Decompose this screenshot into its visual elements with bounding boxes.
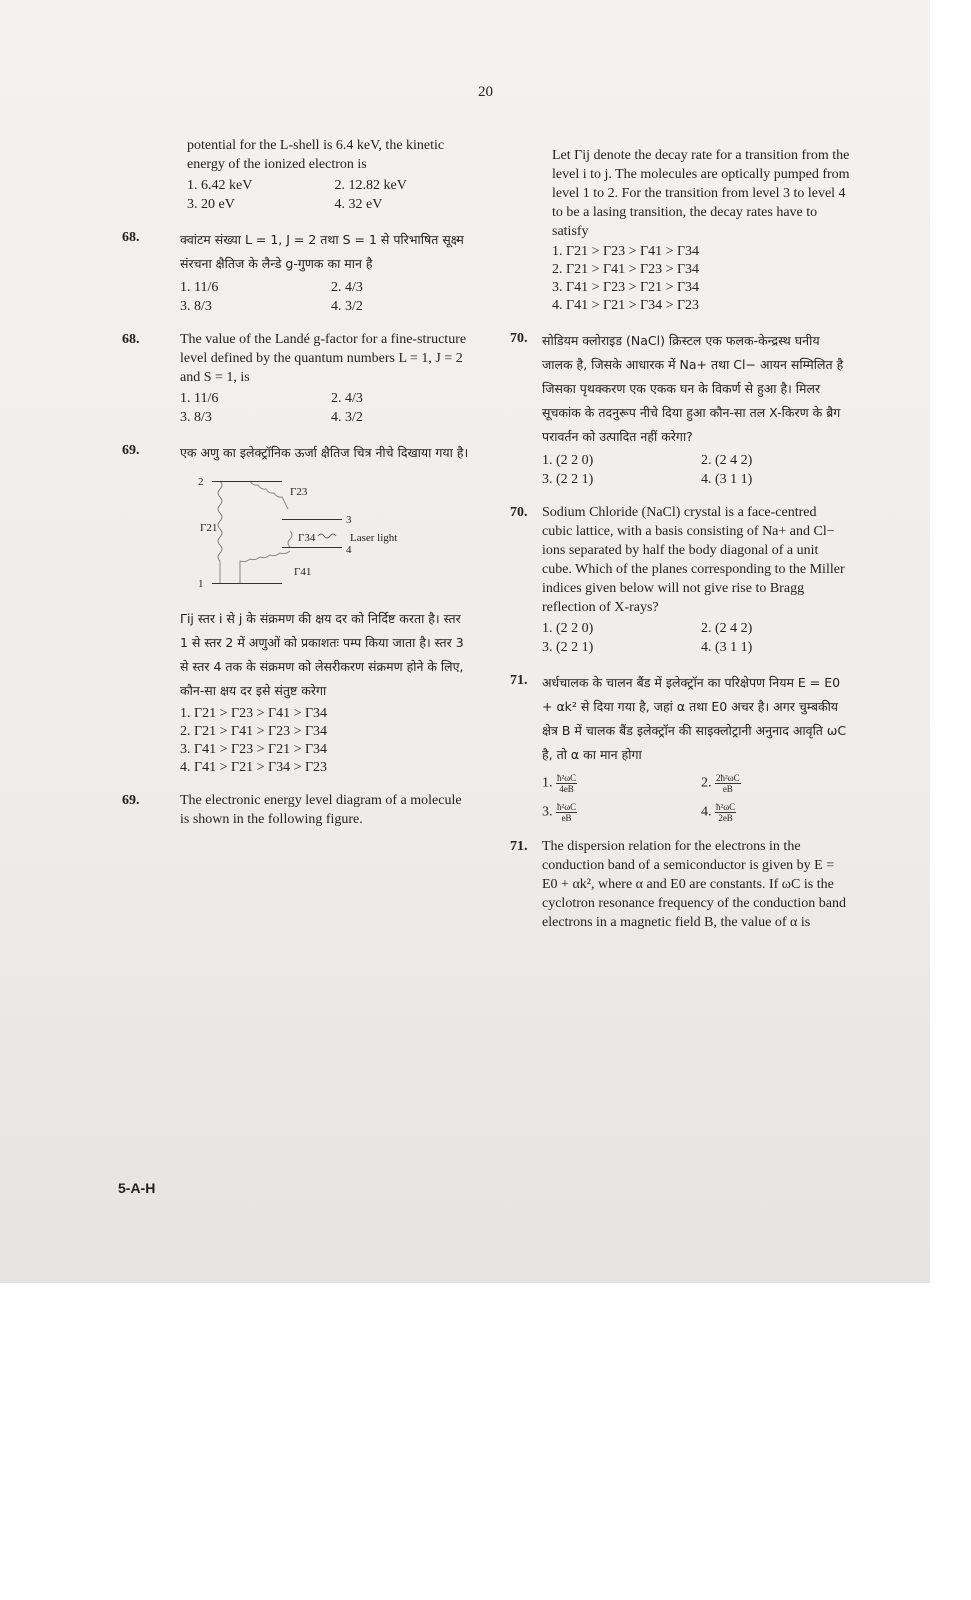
fraction: $\frac{\text{ħ²ωC}}{eB}$ <box>557 802 577 823</box>
question-70-english <box>510 503 850 657</box>
option-4: 4. 3/2 <box>331 410 363 425</box>
option-2: 2. Γ21 > Γ41 > Γ23 > Γ34 <box>180 724 328 739</box>
gamma-21-label: Γ21 <box>200 522 218 534</box>
page-number: 20 <box>478 84 493 100</box>
option-4: 4. $\frac{\text{ħ²ωC}}{2eB}$ <box>701 802 736 823</box>
question-text: सोडियम क्लोराइड (NaCl) क्रिस्टल एक फलक-केन्द्रस्थ घनीय जालक है, जिसके आधारक में Na+ तथा Cl− आयन सम्मिलित है जिसका पृथक्करण एक एकक घन के विकर्ण से हुआ है। मिलर सूचकांक के तदनुरूप नीचे दिया हुआ कौन-सा तल X-किरण के ब्रैग परावर्तन को उत्पादित नहीं करेगा? <box>542 333 844 444</box>
options <box>542 451 850 489</box>
question-text: Let Γij denote the decay rate for a transition from the level i to j. The molecules are optically pumped from level 1 to 2. For the transition from level 3 to level 4 to be a lasing transition, the decay rates have to satisfy <box>552 148 850 239</box>
question-number: 68. <box>122 332 140 347</box>
option-1: 1. 6.42 keV <box>187 178 253 193</box>
question-number: 71. <box>510 673 528 688</box>
gamma-23-label: Γ23 <box>290 486 308 498</box>
options <box>180 389 472 427</box>
right-column <box>510 146 850 946</box>
option-1: 1. (2 2 0) <box>542 453 594 468</box>
question-71-english <box>510 837 850 932</box>
options <box>187 176 472 214</box>
option-1: 1. $\frac{\text{ħ²ωC}}{4eB}$ <box>542 773 577 794</box>
question-text: अर्धचालक के चालन बैंड में इलेक्ट्रॉन का परिक्षेपण नियम E = E0 + αk² से दिया गया है, जहां α तथा E0 अचर है। अगर चुम्बकीय क्षेत्र B में चालक बैंड इलेक्ट्रॉन की साइक्लोट्रानी अनुनाद आवृति ωC है, तो α का मान होगा <box>542 675 847 762</box>
level-4-line <box>282 547 342 548</box>
options <box>552 243 850 315</box>
option-2: 2. $\frac{\text{2ħ²ωC}}{eB}$ <box>701 773 740 794</box>
question-71-hindi <box>510 671 850 823</box>
option-4: 4. (3 1 1) <box>701 472 753 487</box>
level-3-label: 3 <box>346 514 352 526</box>
option-4: 4. (3 1 1) <box>701 640 753 655</box>
options <box>180 278 472 316</box>
energy-level-diagram <box>190 469 470 599</box>
option-4: 4. 3/2 <box>331 299 363 314</box>
option-2: 2. 4/3 <box>331 280 363 295</box>
laser-light-label: Laser light <box>350 532 398 544</box>
level-3-line <box>282 519 342 520</box>
question-text: क्वांटम संख्या L = 1, J = 2 तथा S = 1 से परिभाषित सूक्ष्म संरचना क्षैतिज के लैन्डे g-गुणक का मान है <box>180 232 464 271</box>
option-3: 3. Γ41 > Γ23 > Γ21 > Γ34 <box>552 280 700 295</box>
level-2-line <box>212 481 282 482</box>
option-3: 3. Γ41 > Γ23 > Γ21 > Γ34 <box>180 742 328 757</box>
option-1: 1. (2 2 0) <box>542 621 594 636</box>
fraction: $\frac{\text{2ħ²ωC}}{eB}$ <box>716 773 740 794</box>
option-1: 1. Γ21 > Γ23 > Γ41 > Γ34 <box>180 706 328 721</box>
fraction: $\frac{\text{ħ²ωC}}{2eB}$ <box>716 802 736 823</box>
gamma-41-label: Γ41 <box>294 566 312 578</box>
question-69-hindi <box>122 441 472 777</box>
question-text: एक अणु का इलेक्ट्रॉनिक ऊर्जा क्षैतिज चित्र नीचे दिखाया गया है। <box>180 445 469 460</box>
option-1: 1. 11/6 <box>180 391 219 406</box>
option-3: 3. 8/3 <box>180 299 212 314</box>
question-number: 70. <box>510 505 528 520</box>
option-2: 2. 12.82 keV <box>334 178 407 193</box>
question-68-hindi <box>122 228 472 316</box>
option-2: 2. 4/3 <box>331 391 363 406</box>
question-text-continued: Γij स्तर i से j के संक्रमण की क्षय दर को निर्दिष्ट करता है। स्तर 1 से स्तर 2 में अणुओं को प्रकाशतः पम्प किया जाता है। स्तर 3 से स्तर 4 तक के संक्रमण को लेसरीकरण संक्रमण होने के लिए, कौन-सा क्षय दर इसे संतुष्ट करेगा <box>180 611 464 698</box>
option-4: 4. Γ41 > Γ21 > Γ34 > Γ23 <box>180 760 328 775</box>
question-text: potential for the L-shell is 6.4 keV, the kinetic energy of the ionized electron is <box>187 138 445 172</box>
question-number: 69. <box>122 443 140 458</box>
option-1: 1. Γ21 > Γ23 > Γ41 > Γ34 <box>552 244 700 259</box>
option-3: 3. (2 2 1) <box>542 472 594 487</box>
option-1: 1. 11/6 <box>180 280 219 295</box>
question-number: 68. <box>122 230 140 245</box>
level-1-label: 1 <box>198 578 204 590</box>
level-2-label: 2 <box>198 476 204 488</box>
question-text: The value of the Landé g-factor for a fine-structure level defined by the quantum numbers L = 1, J = 2 and S = 1, is <box>180 332 467 385</box>
option-4: 4. 32 eV <box>334 197 383 212</box>
decay-arrows <box>190 469 470 599</box>
question-number: 69. <box>122 793 140 808</box>
fraction: $\frac{\text{ħ²ωC}}{4eB}$ <box>557 773 577 794</box>
options <box>542 619 850 657</box>
question-68-english <box>122 330 472 427</box>
gamma-34-label: Γ34 <box>298 532 316 544</box>
question-text: The dispersion relation for the electrons in the conduction band of a semiconductor is given by E = E0 + αk², where α and E0 are constants. If ωC is the cyclotron resonance frequency of the conduction band electrons in a magnetic field B, the value of α is <box>542 839 846 930</box>
question-number: 70. <box>510 331 528 346</box>
option-2: 2. Γ21 > Γ41 > Γ23 > Γ34 <box>552 262 700 277</box>
booklet-code: 5-A-H <box>118 1180 156 1196</box>
option-3: 3. 20 eV <box>187 197 235 212</box>
options <box>180 705 472 777</box>
left-column <box>122 136 472 843</box>
option-3: 3. (2 2 1) <box>542 640 594 655</box>
question-67-continuation <box>122 136 472 214</box>
options <box>542 773 850 823</box>
option-2: 2. (2 4 2) <box>701 453 753 468</box>
option-3: 3. $\frac{\text{ħ²ωC}}{eB}$ <box>542 802 577 823</box>
question-text: Sodium Chloride (NaCl) crystal is a face-centred cubic lattice, with a basis consisting of Na+ and Cl− ions separated by half the body diagonal of a unit cube. Which of the planes corresponding to the Miller indices given below will not give rise to Bragg reflection of X-rays? <box>542 505 845 615</box>
question-number: 71. <box>510 839 528 854</box>
option-3: 3. 8/3 <box>180 410 212 425</box>
question-69-continuation <box>510 146 850 315</box>
option-2: 2. (2 4 2) <box>701 621 753 636</box>
question-70-hindi <box>510 329 850 489</box>
question-69-english <box>122 791 472 829</box>
option-4: 4. Γ41 > Γ21 > Γ34 > Γ23 <box>552 298 700 313</box>
question-text: The electronic energy level diagram of a molecule is shown in the following figure. <box>180 793 462 827</box>
level-1-line <box>212 583 282 584</box>
level-4-label: 4 <box>346 544 352 556</box>
